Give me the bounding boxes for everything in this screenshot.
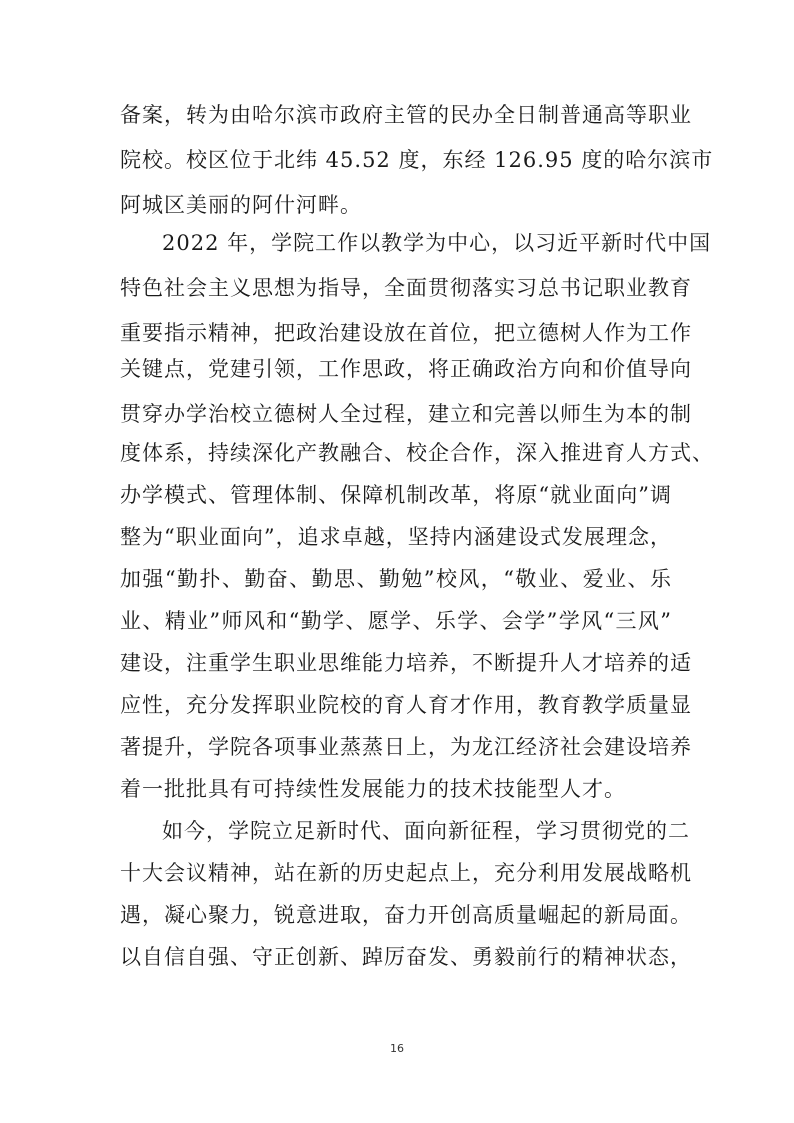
text-line: 特色社会主义思想为指导，全面贯彻落实习总书记职业教育 [120,276,692,300]
text-line: 度体系，持续深化产教融合、校企合作，深入推进育人方式、 [120,441,714,465]
text-line: 十大会议精神，站在新的历史起点上，充分利用发展战略机 [120,861,692,885]
text-line: 办学模式、管理体制、保障机制改革，将原“就业面向”调 [120,483,672,507]
text-line: 建设，注重学生职业思维能力培养，不断提升人才培养的适 [120,651,692,675]
paragraph-first-line: 如今，学院立足新时代、面向新征程，学习贯彻党的二 [162,819,690,843]
text-line: 着一批批具有可持续性发展能力的技术技能型人才。 [120,777,626,801]
text-line: 整为“职业面向”，追求卓越，坚持内涵建设式发展理念， [120,525,672,549]
text-line: 以自信自强、守正创新、踔厉奋发、勇毅前行的精神状态， [120,945,692,969]
paragraph-first-line: 2022 年，学院工作以教学为中心，以习近平新时代中国 [162,231,712,255]
text-line: 应性，充分发挥职业院校的育人育才作用，教育教学质量显 [120,693,692,717]
text-line: 业、精业”师风和“勤学、愿学、乐学、会学”学风“三风” [120,609,672,633]
text-line: 重要指示精神，把政治建设放在首位，把立德树人作为工作 [120,321,692,345]
text-line: 关键点，党建引领，工作思政，将正确政治方向和价值导向 [120,357,692,381]
text-line: 院校。校区位于北纬 45.52 度，东经 126.95 度的哈尔滨市 [120,148,714,172]
text-line: 加强“勤扑、勤奋、勤思、勤勉”校风，“敬业、爱业、乐 [120,567,672,591]
text-line: 阿城区美丽的阿什河畔。 [120,193,362,217]
page-number: 16 [390,1042,404,1055]
text-line: 著提升，学院各项事业蒸蒸日上，为龙江经济社会建设培养 [120,735,692,759]
text-line: 备案，转为由哈尔滨市政府主管的民办全日制普通高等职业 [120,103,692,127]
text-line: 遇，凝心聚力，锐意进取，奋力开创高质量崛起的新局面。 [120,903,692,927]
text-line: 贯穿办学治校立德树人全过程，建立和完善以师生为本的制 [120,402,692,426]
